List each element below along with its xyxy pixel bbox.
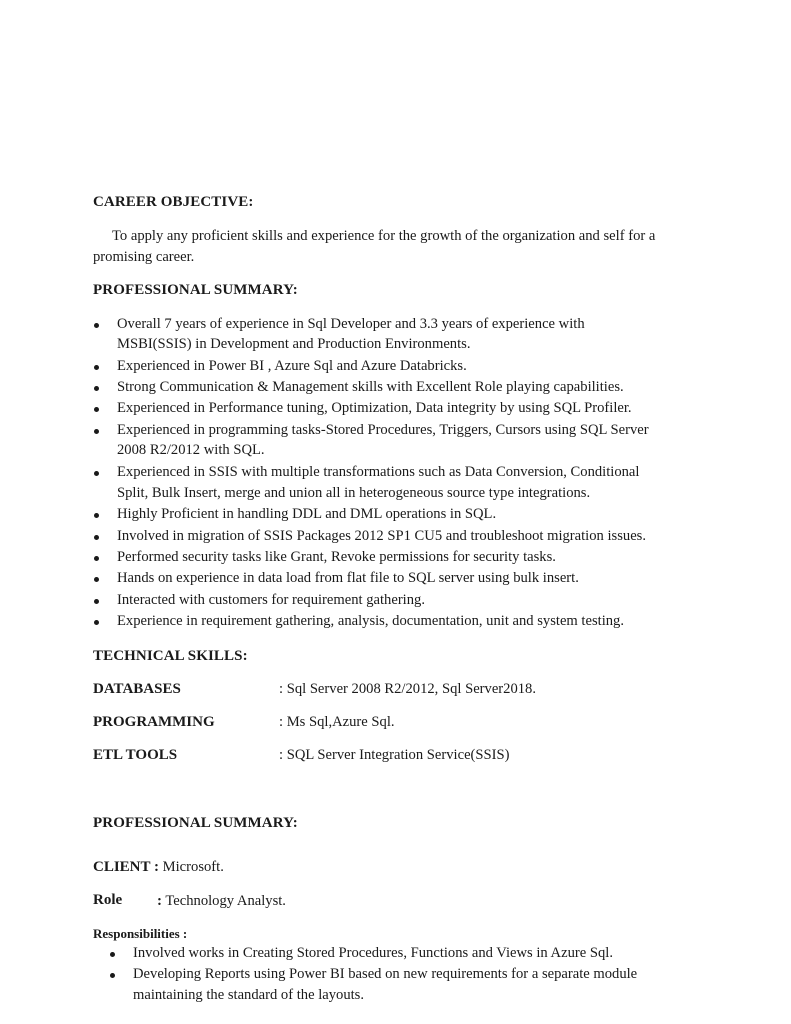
skill-value: : SQL Server Integration Service(SSIS) bbox=[279, 747, 510, 763]
bullet-icon bbox=[94, 471, 99, 476]
summary-item: Experienced in Power BI , Azure Sql and Azure Databricks. bbox=[117, 358, 467, 374]
bullet-icon bbox=[94, 599, 99, 604]
career-objective-line-1: To apply any proficient skills and experience for the growth of the organization and self for a bbox=[112, 228, 656, 244]
bullet-icon bbox=[94, 365, 99, 370]
client-value: Microsoft. bbox=[159, 859, 224, 875]
bullet-icon bbox=[94, 386, 99, 391]
bullet-icon bbox=[94, 556, 99, 561]
summary-item-cont: Split, Bulk Insert, merge and union all in heterogeneous source type integrations. bbox=[117, 485, 591, 501]
bullet-icon bbox=[94, 407, 99, 412]
responsibility-item-cont: maintaining the standard of the layouts. bbox=[133, 987, 365, 1003]
skill-value: : Ms Sql,Azure Sql. bbox=[279, 714, 395, 730]
bullet-icon bbox=[110, 973, 115, 978]
role-value: Technology Analyst. bbox=[162, 893, 286, 909]
summary-item: Overall 7 years of experience in Sql Developer and 3.3 years of experience with bbox=[117, 316, 585, 332]
summary-item: Highly Proficient in handling DDL and DML operations in SQL. bbox=[117, 506, 497, 522]
skill-label: ETL TOOLS bbox=[93, 747, 178, 763]
summary-item: Strong Communication & Management skills with Excellent Role playing capabilities. bbox=[117, 379, 624, 395]
bullet-icon bbox=[94, 323, 99, 328]
professional-summary-heading: PROFESSIONAL SUMMARY: bbox=[93, 282, 298, 298]
summary-item: Experienced in SSIS with multiple transformations such as Data Conversion, Conditional bbox=[117, 464, 640, 480]
bullet-icon bbox=[110, 952, 115, 957]
bullet-icon bbox=[94, 577, 99, 582]
bullet-icon bbox=[94, 429, 99, 434]
skill-label: PROGRAMMING bbox=[93, 714, 215, 730]
career-objective-heading: CAREER OBJECTIVE: bbox=[93, 194, 254, 210]
skill-value: : Sql Server 2008 R2/2012, Sql Server2018. bbox=[279, 681, 537, 697]
bullet-icon bbox=[94, 513, 99, 518]
technical-skills-heading: TECHNICAL SKILLS: bbox=[93, 648, 248, 664]
client-line bbox=[93, 858, 224, 876]
summary-item-cont: 2008 R2/2012 with SQL. bbox=[117, 442, 265, 458]
summary-item: Involved in migration of SSIS Packages 2012 SP1 CU5 and troubleshoot migration issues. bbox=[117, 528, 646, 544]
skill-label: DATABASES bbox=[93, 681, 181, 697]
responsibilities-label: Responsibilities : bbox=[93, 926, 188, 941]
summary-item: Interacted with customers for requirement gathering. bbox=[117, 592, 425, 608]
role-line bbox=[157, 892, 286, 910]
summary-item: Experienced in programming tasks-Stored Procedures, Triggers, Cursors using SQL Server bbox=[117, 422, 649, 438]
summary-item-cont: MSBI(SSIS) in Development and Production Environments. bbox=[117, 336, 471, 352]
role-label: Role bbox=[93, 892, 123, 908]
career-objective-line-2: promising career. bbox=[93, 249, 195, 265]
summary-item: Experience in requirement gathering, analysis, documentation, unit and system testing. bbox=[117, 613, 624, 629]
bullet-icon bbox=[94, 535, 99, 540]
summary-item: Experienced in Performance tuning, Optimization, Data integrity by using SQL Profiler. bbox=[117, 400, 632, 416]
summary-item: Hands on experience in data load from flat file to SQL server using bulk insert. bbox=[117, 570, 579, 586]
project-summary-heading: PROFESSIONAL SUMMARY: bbox=[93, 815, 298, 831]
responsibility-item: Developing Reports using Power BI based on new requirements for a separate module bbox=[133, 966, 638, 982]
client-label: CLIENT : bbox=[93, 859, 159, 875]
summary-item: Performed security tasks like Grant, Revoke permissions for security tasks. bbox=[117, 549, 556, 565]
bullet-icon bbox=[94, 620, 99, 625]
responsibility-item: Involved works in Creating Stored Procedures, Functions and Views in Azure Sql. bbox=[133, 945, 613, 961]
role-colon: : bbox=[157, 893, 162, 909]
